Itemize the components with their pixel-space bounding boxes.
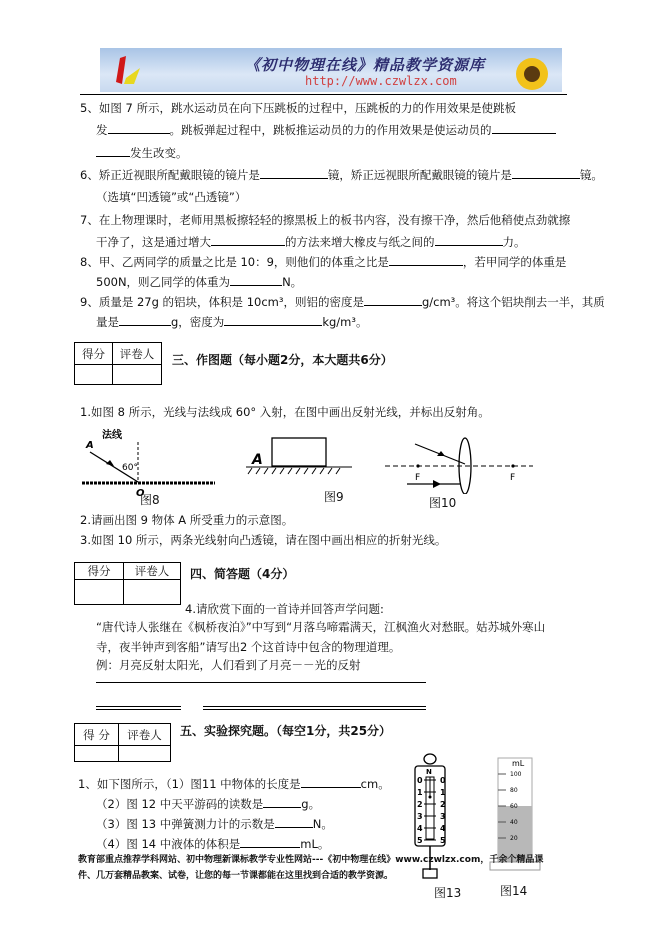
fig14-tick-label: 80 [510,787,518,794]
grader-header: 评卷人 [119,724,171,746]
fig14-tick-label: 100 [510,771,522,778]
s5-q2 [96,796,320,812]
score-header: 得分 [75,343,113,365]
s5-text: mL。 [300,837,330,851]
q6-line2: （选填“凹透镜”或“凸透镜”） [96,190,247,204]
q9-blank-3[interactable] [224,314,322,326]
answer-line-1[interactable] [96,682,426,683]
s3-q2: 2.请画出图 9 物体 A 所受重力的示意图。 [80,513,294,527]
answer-line-2b[interactable] [203,706,426,710]
q8-line2 [96,274,302,290]
score-header: 得 分 [75,724,119,746]
q8-line1 [80,254,566,270]
q6-blank-1[interactable] [260,167,328,179]
figure-10 [385,434,535,494]
s5-text: （4）图 14 中液体的体积是 [96,837,241,851]
fig8-a-label: A [86,440,94,451]
focus-right-label: F [510,473,516,483]
grader-header: 评卷人 [113,343,162,365]
s5-text: N。 [312,817,333,831]
q5-text: 发 [96,123,108,137]
fig13-tick-label: 2 [440,800,446,809]
q9-text: g，密度为 [171,315,225,329]
q9-blank-1[interactable] [364,294,422,306]
fig13-tick-label: 5 [440,836,446,845]
s5-q4 [96,836,329,852]
fig13-tick-label: 3 [440,812,446,821]
q9-line1 [80,294,605,310]
fig13-tick-label: 5 [417,836,423,845]
q9-text: 9、质量是 27g 的铝块，体积是 10cm³，则铝的密度是 [80,295,364,309]
figure-9 [240,436,355,476]
q8-text: N。 [282,275,303,289]
q8-text: 8、甲、乙两同学的质量之比是 10：9，则他们的体重之比是 [80,255,389,269]
q5-text: 。跳板弹起过程中，跳板推运动员的力的作用效果是使运动员的 [169,123,492,137]
q6-blank-2[interactable] [512,167,580,179]
q5-line3 [96,145,188,161]
q9-text: 量是 [96,315,119,329]
score-cell[interactable] [75,365,113,385]
fig14-tick-label: 20 [510,835,518,842]
poem-line1: “唐代诗人张继在《枫桥夜泊》”中写到“月落乌啼霜满天，江枫渔火对愁眠。姑苏城外寒山 [96,620,546,634]
q5-line1: 5、如图 7 所示，跳水运动员在向下压跳板的过程中，压跳板的力的作用效果是使跳板 [80,101,516,115]
q5-blank-2[interactable] [492,122,556,134]
answer-line-2a[interactable] [96,706,181,710]
fig13-tick-label: 1 [440,788,446,797]
section3-heading: 三、作图题（每小题2分，本大题共6分） [172,353,393,367]
focus-left-label: F [415,473,421,483]
s5-text: cm。 [360,777,390,791]
fig8-caption: 图8 [140,493,160,507]
s4-q4: 4.请欣赏下面的一首诗并回答声学问题: [185,602,384,616]
q7-text: 干净了，这是通过增大 [96,235,211,249]
fig14-caption: 图14 [500,884,528,898]
s5-text: （3）图 13 中弹簧测力计的示数是 [96,817,275,831]
q8-text: 500N，则乙同学的体重为 [96,275,231,289]
example-answer: 例：月亮反射太阳光，人们看到了月亮－－光的反射 [96,658,361,672]
q6-text: 6、矫正近视眼所配戴眼镜的镜片是 [80,168,260,182]
footer-line2: 件、几万套精品教案、试卷，让您的每一节课都能在这里找到合适的教学资源。 [78,871,394,881]
grader-cell[interactable] [119,746,171,762]
fig14-tick-label: 40 [510,819,518,826]
balance-blank[interactable] [263,796,301,808]
grader-cell[interactable] [124,580,181,605]
header-rule [80,94,567,95]
fig13-tick-label: 2 [417,800,423,809]
q9-text: g/cm³。将这个铝块削去一半，其质 [421,295,605,309]
q7-blank-2[interactable] [435,234,503,246]
q9-text: kg/m³。 [322,315,368,329]
s3-q1: 1.如图 8 所示，光线与法线成 60° 入射，在图中画出反射光线，并标出反射角。 [80,405,490,419]
banner-url: http://www.czwlzx.com [305,74,457,88]
poem-line2: 寺，夜半钟声到客船”请写出2 个这首诗中包含的物理道理。 [96,640,401,654]
fig8-normal-label: 法线 [102,430,122,441]
q5-text: 发生改变。 [130,146,188,160]
q8-text: ，若甲同学的体重是 [462,255,567,269]
score-table [74,342,162,385]
score-table [74,723,171,762]
q8-blank-2[interactable] [230,274,282,286]
site-banner [100,48,562,92]
q6-line1 [80,167,603,183]
fig13-tick-label: 4 [440,824,446,833]
sunflower-icon [500,52,560,92]
s5-text: g。 [301,797,321,811]
score-table [74,562,181,605]
s5-q3 [96,816,333,832]
footer-line1: 教育部重点推荐学科网站、初中物理新课标教学专业性网站---《初中物理在线》www.czwlzx.com，千余个精品课 [78,855,544,865]
fig13-unit: N [426,768,432,776]
q7-line1: 7、在上物理课时，老师用黑板擦轻轻的擦黑板上的板书内容，没有擦干净，然后他稍使点劲就擦 [80,213,571,227]
s5-q1 [78,776,390,792]
fig13-tick-label: 3 [417,812,423,821]
q5-blank-2b[interactable] [96,145,130,157]
fig13-tick-label: 0 [440,776,446,785]
section5-heading: 五、实验探究题。（每空1分，共25分） [180,724,392,738]
banner-title: 《初中物理在线》精品教学资源库 [245,56,486,74]
fig14-unit: mL [512,759,525,768]
grader-header: 评卷人 [124,563,181,580]
force-blank[interactable] [275,816,313,828]
fig13-tick-label: 4 [417,824,423,833]
fig10-caption: 图10 [429,496,457,510]
q7-line2 [96,234,526,250]
q7-text: 的方法来增大橡皮与纸之间的 [285,235,435,249]
volume-blank[interactable] [240,836,300,848]
q7-blank-1[interactable] [211,234,285,246]
fig13-tick-label: 1 [417,788,423,797]
fig14-tick-label: 60 [510,803,518,810]
fig8-o-label: O [136,488,145,499]
q6-text: 镜，矫正远视眼所配戴眼镜的镜片是 [327,168,512,182]
score-cell[interactable] [75,580,124,605]
length-blank[interactable] [301,776,361,788]
fig13-caption: 图13 [434,886,462,900]
q9-line2 [96,314,367,330]
fig9-a-label: A [252,452,263,468]
q6-text: 镜。 [579,168,603,182]
fig13-tick-label: 0 [417,776,423,785]
section4-heading: 四、简答题（4分） [190,567,295,581]
score-header: 得分 [75,563,124,580]
s3-q3: 3.如图 10 所示，两条光线射向凸透镜，请在图中画出相应的折射光线。 [80,533,447,547]
s5-text: 1、如下图所示，（1）图11 中物体的长度是 [78,777,301,791]
fig8-angle-label: 60° [122,463,138,473]
score-cell[interactable] [75,746,119,762]
q5-blank-1[interactable] [108,122,170,134]
grader-cell[interactable] [113,365,162,385]
q8-blank-1[interactable] [389,254,463,266]
q5-line2 [96,122,556,138]
s5-text: （2）图 12 中天平游码的读数是 [96,797,264,811]
logo-icon [112,54,144,88]
q9-blank-2[interactable] [119,314,171,326]
q7-text: 力。 [502,235,526,249]
fig9-caption: 图9 [324,490,344,504]
